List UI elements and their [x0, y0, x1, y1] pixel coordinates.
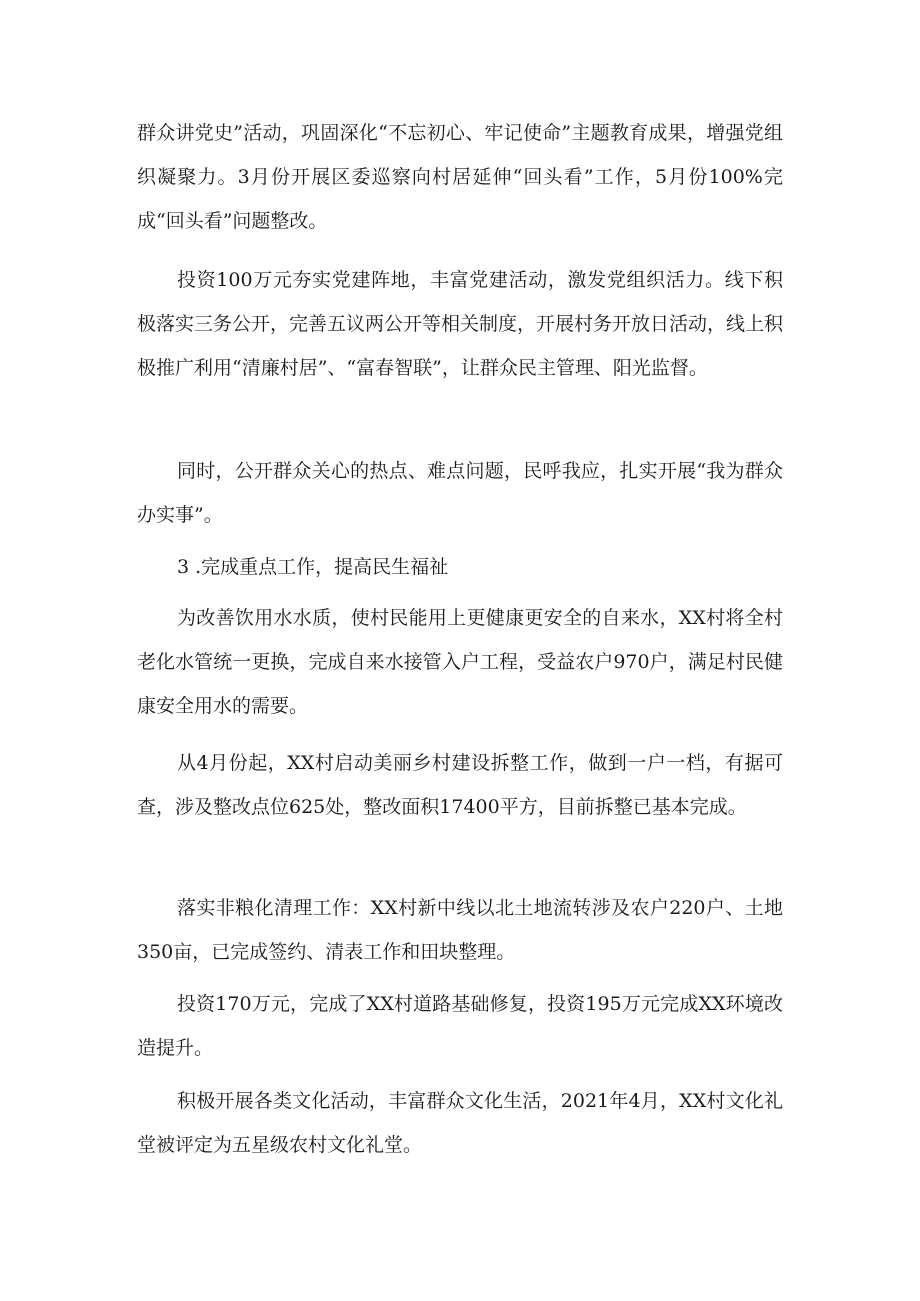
paragraph: 投资100万元夯实党建阵地，丰富党建活动，激发党组织活力。线下积极落实三务公开，完善五议两公开等相关制度，开展村务开放日活动，线上积极推广利用“清廉村居”、“富春智联”，让群众民主管理、阳光监督。 — [137, 269, 784, 379]
paragraph: 从4月份起，XX村启动美丽乡村建设拆整工作，做到一户一档，有据可查，涉及整改点位625处，整改面积17400平方，目前拆整已基本完成。 — [137, 752, 783, 818]
paragraph: 为改善饮用水水质，使村民能用上更健康更安全的自来水，XX村将全村老化水管统一更换，完成自来水接管入户工程，受益农户970户，满足村民健康安全用水的需要。 — [137, 607, 783, 717]
paragraph: 投资170万元，完成了XX村道路基础修复，投资195万元完成XX环境改造提升。 — [137, 993, 783, 1059]
paragraph: 落实非粮化清理工作：XX村新中线以北土地流转涉及农户220户、土地350亩，已完成签约、清表工作和田块整理。 — [137, 897, 783, 963]
paragraph: 积极开展各类文化活动，丰富群众文化生活，2021年4月，XX村文化礼堂被评定为五星级农村文化礼堂。 — [137, 1090, 783, 1156]
section-heading: 3 .完成重点工作，提高民生福祉 — [177, 556, 449, 578]
paragraph-continuation: 群众讲党史”活动，巩固深化“不忘初心、牢记使命”主题教育成果，增强党组织凝聚力。3月份开展区委巡察向村居延伸“回头看”工作，5月份100%完成“回头看”问题整改。 — [137, 122, 783, 232]
paragraph: 同时，公开群众关心的热点、难点问题，民呼我应，扎实开展“我为群众办实事”。 — [137, 460, 783, 526]
